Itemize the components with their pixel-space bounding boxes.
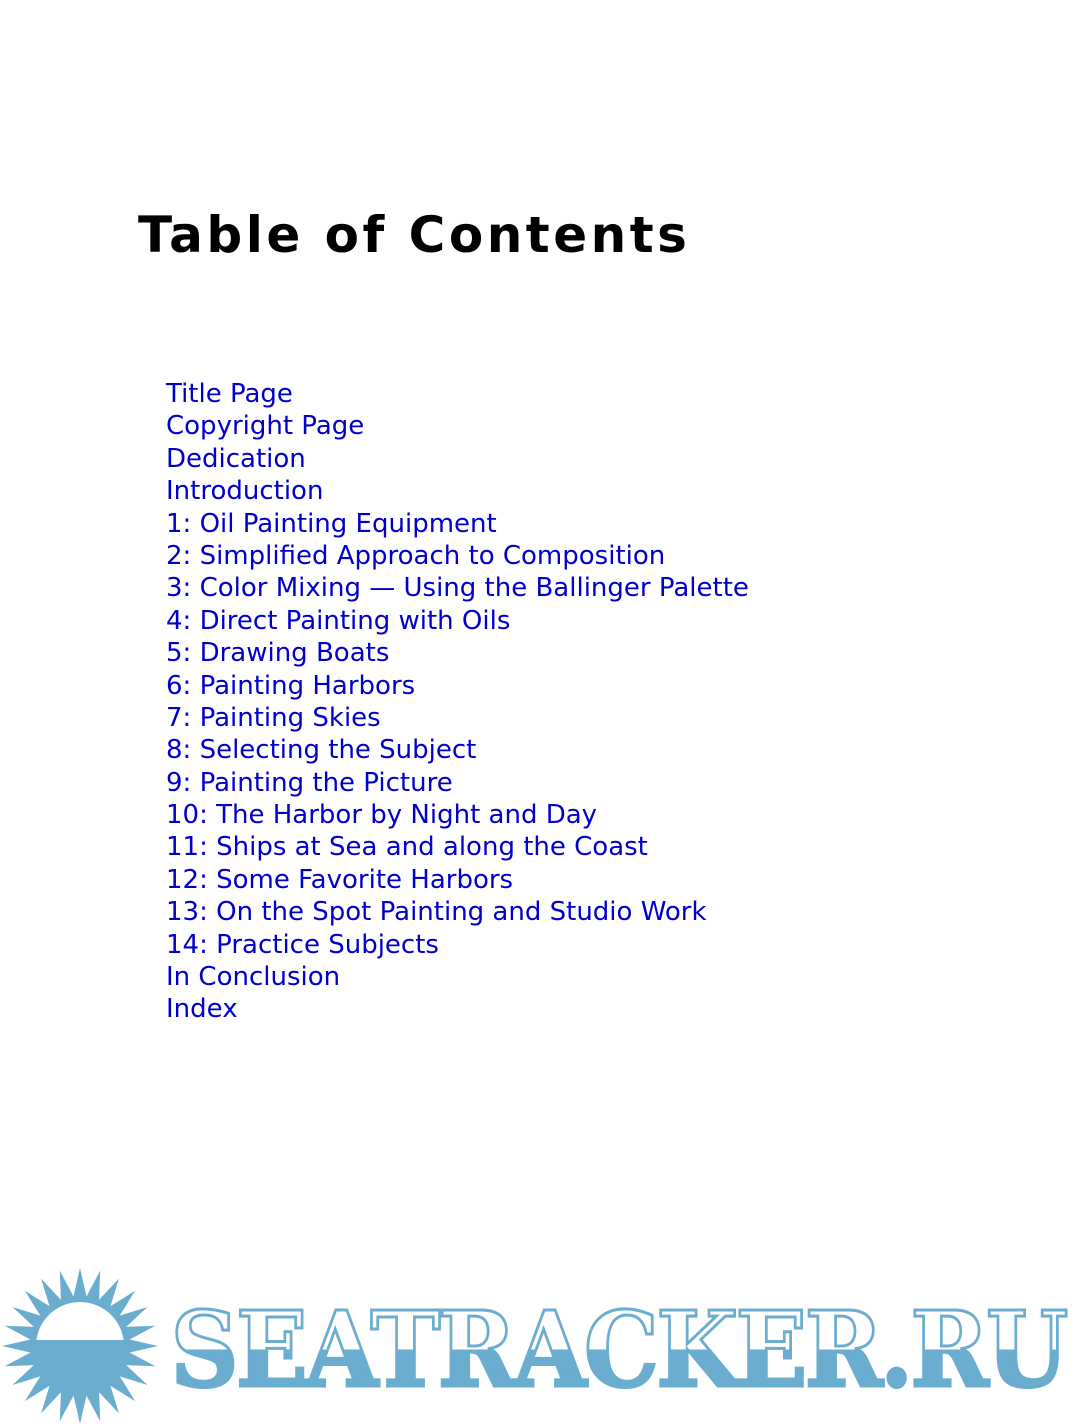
toc-item — [166, 961, 749, 993]
toc-item — [166, 734, 749, 766]
toc-link-chapter-12[interactable]: 12: Some Favorite Harbors — [166, 864, 514, 895]
toc-link-chapter-4[interactable]: 4: Direct Painting with Oils — [166, 605, 511, 636]
toc-item — [166, 767, 749, 799]
toc-link-index[interactable]: Index — [166, 994, 238, 1025]
toc-link-chapter-10[interactable]: 10: The Harbor by Night and Day — [166, 800, 598, 831]
toc-item — [166, 508, 749, 540]
toc-item — [166, 896, 749, 928]
toc-item — [166, 993, 749, 1025]
toc-item — [166, 475, 749, 507]
toc-link-chapter-5[interactable]: 5: Drawing Boats — [166, 638, 390, 669]
toc-item — [166, 670, 749, 702]
toc-item — [166, 443, 749, 475]
toc-link-chapter-1[interactable]: 1: Oil Painting Equipment — [166, 508, 497, 539]
page-title: Table of Contents — [138, 206, 691, 264]
toc-item — [166, 799, 749, 831]
toc-link-chapter-13[interactable]: 13: On the Spot Painting and Studio Work — [166, 897, 707, 928]
toc-item — [166, 410, 749, 442]
toc-item — [166, 540, 749, 572]
toc-item — [166, 864, 749, 896]
toc-link-chapter-7[interactable]: 7: Painting Skies — [166, 702, 381, 733]
toc-item — [166, 378, 749, 410]
toc-item — [166, 637, 749, 669]
watermark-logo — [0, 1262, 1080, 1425]
toc-link-chapter-11[interactable]: 11: Ships at Sea and along the Coast — [166, 832, 648, 863]
sun-icon — [0, 1266, 160, 1426]
toc-link-chapter-9[interactable]: 9: Painting the Picture — [166, 767, 453, 798]
toc-link-chapter-8[interactable]: 8: Selecting the Subject — [166, 735, 477, 766]
toc-link-dedication[interactable]: Dedication — [166, 443, 306, 474]
toc-link-in-conclusion[interactable]: In Conclusion — [166, 962, 341, 993]
toc-link-chapter-14[interactable]: 14: Practice Subjects — [166, 929, 439, 960]
toc-link-copyright-page[interactable]: Copyright Page — [166, 411, 365, 442]
toc-item — [166, 702, 749, 734]
toc-link-chapter-2[interactable]: 2: Simplified Approach to Composition — [166, 540, 666, 571]
watermark-text: SEATRACKER.RU — [170, 1290, 1067, 1398]
toc-item — [166, 831, 749, 863]
toc-item — [166, 929, 749, 961]
toc-link-introduction[interactable]: Introduction — [166, 476, 324, 507]
toc-link-chapter-6[interactable]: 6: Painting Harbors — [166, 670, 416, 701]
watermark-text-graphic — [166, 1290, 1071, 1398]
toc-list — [166, 378, 749, 1026]
toc-item — [166, 605, 749, 637]
toc-link-chapter-3[interactable]: 3: Color Mixing — Using the Ballinger Palette — [166, 573, 749, 604]
toc-item — [166, 572, 749, 604]
toc-link-title-page[interactable]: Title Page — [166, 379, 293, 409]
